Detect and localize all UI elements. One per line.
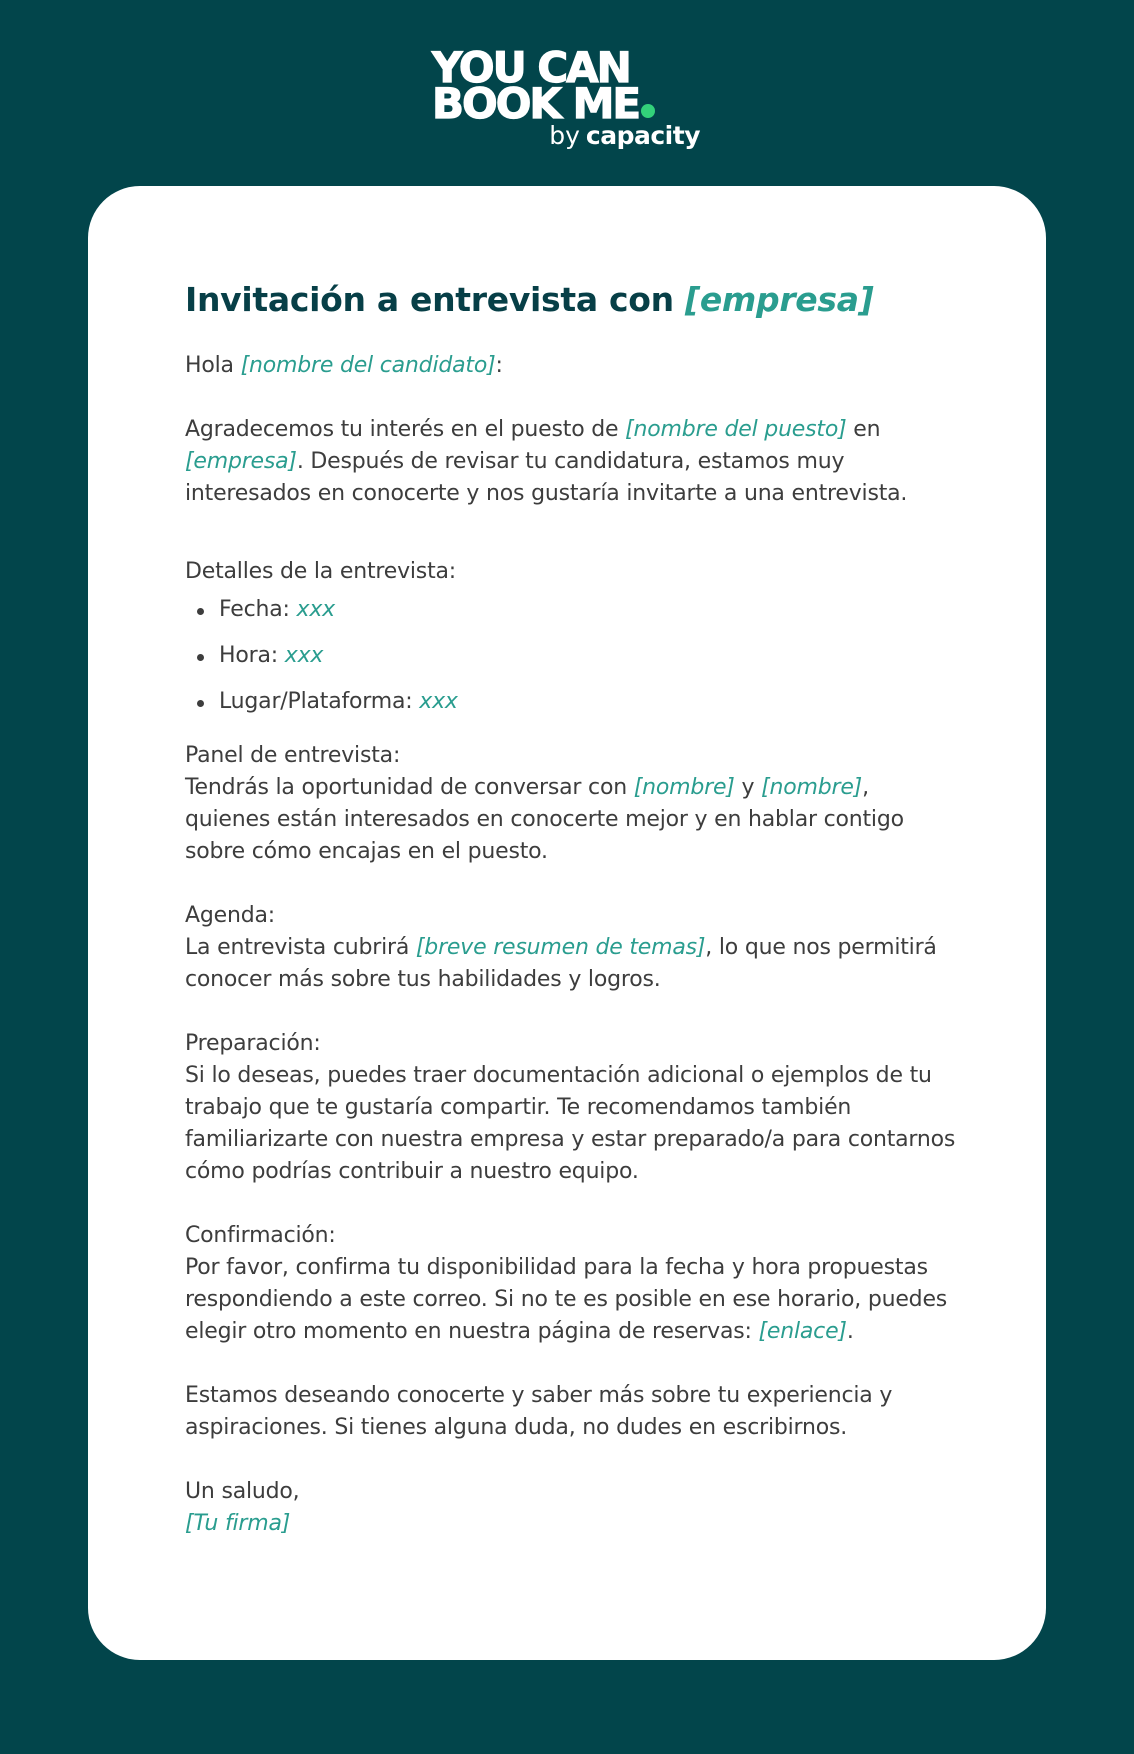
company-placeholder: [empresa] — [185, 449, 297, 474]
preparation-text: Si lo deseas, puedes traer documentación adicional o ejemplos de tu trabajo que te gustaría compartir. Te recomendamos también familiarizarte con nuestra empresa y estar preparado/a para contarnos cómo podrías contribuir a nuestro equipo. — [185, 1063, 956, 1184]
intro-text-2: en — [846, 417, 881, 442]
detail-date-value: xxx — [296, 597, 335, 622]
brand-dot-icon — [641, 104, 655, 118]
detail-time-label: Hora: — [219, 643, 285, 668]
intro-paragraph — [185, 414, 956, 510]
booking-link-placeholder: [enlace] — [758, 1319, 847, 1344]
intro-text-3: . Después de revisar tu candidatura, estamos muy interesados en conocerte y nos gustaría invitarte a una entrevista. — [185, 449, 908, 506]
panel-name-1-placeholder: [nombre] — [633, 775, 735, 800]
preparation-heading: Preparación: — [185, 1031, 321, 1056]
brand-line-2-text: BOOK ME — [432, 79, 640, 128]
brand-by: by — [549, 121, 580, 150]
panel-text-3: , quienes están interesados en conocerte mejor y en hablar contigo sobre cómo encajas en el puesto. — [185, 775, 904, 864]
panel-text-2: y — [734, 775, 762, 800]
detail-location — [219, 686, 956, 718]
detail-time-value: xxx — [284, 643, 324, 668]
panel-name-2-placeholder: [nombre] — [761, 775, 863, 800]
greeting-colon: : — [495, 353, 503, 378]
title-text: Invitación a entrevista con — [185, 280, 686, 319]
agenda-text-2: , lo que nos permitirá conocer más sobre tus habilidades y logros. — [185, 935, 937, 992]
confirmation-text-1: Por favor, confirma tu disponibilidad para la fecha y hora propuestas respondiendo a este correo. Si no te es posible en ese horario, puedes elegir otro momento en nuestra página de reservas: — [185, 1255, 948, 1344]
signoff-text: Un saludo, — [185, 1479, 300, 1504]
brand-wordmark — [432, 43, 704, 128]
closing-paragraph: Estamos deseando conocerte y saber más sobre tu experiencia y aspiraciones. Si tienes alguna duda, no dudes en escribirnos. — [185, 1383, 893, 1440]
candidate-name-placeholder: [nombre del candidato] — [240, 353, 496, 378]
page-title — [185, 280, 956, 320]
detail-location-value: xxx — [419, 689, 458, 714]
brand-line-1: YOU CAN — [432, 43, 630, 92]
signoff — [185, 1476, 956, 1540]
detail-date — [219, 594, 956, 626]
preparation-section — [185, 1028, 956, 1188]
confirmation-text-2: . — [846, 1319, 854, 1344]
confirmation-section — [185, 1220, 956, 1348]
brand-line-2 — [432, 79, 704, 128]
brand-capacity: capacity — [585, 121, 700, 150]
panel-text-1: Tendrás la oportunidad de conversar con — [185, 775, 634, 800]
brand-byline — [549, 122, 700, 150]
panel-section — [185, 740, 956, 868]
detail-location-label: Lugar/Plataforma: — [219, 689, 420, 714]
details-label: Detalles de la entrevista: — [185, 559, 456, 584]
agenda-heading: Agenda: — [185, 903, 275, 928]
intro-text-1: Agradecemos tu interés en el puesto de — [185, 417, 626, 442]
agenda-section — [185, 900, 956, 996]
detail-date-label: Fecha: — [219, 597, 297, 622]
confirmation-heading: Confirmación: — [185, 1223, 336, 1248]
panel-heading: Panel de entrevista: — [185, 743, 401, 768]
details-list — [185, 594, 956, 718]
signature-placeholder: [Tu firma] — [185, 1511, 291, 1536]
agenda-topics-placeholder: [breve resumen de temas] — [415, 935, 706, 960]
greeting-hello: Hola — [185, 353, 241, 378]
agenda-text-1: La entrevista cubrirá — [185, 935, 416, 960]
email-card — [88, 186, 1046, 1660]
greeting — [185, 350, 956, 382]
position-placeholder: [nombre del puesto] — [625, 417, 847, 442]
title-placeholder: [empresa] — [685, 280, 874, 319]
detail-time — [219, 640, 956, 672]
brand-logo — [432, 43, 704, 150]
